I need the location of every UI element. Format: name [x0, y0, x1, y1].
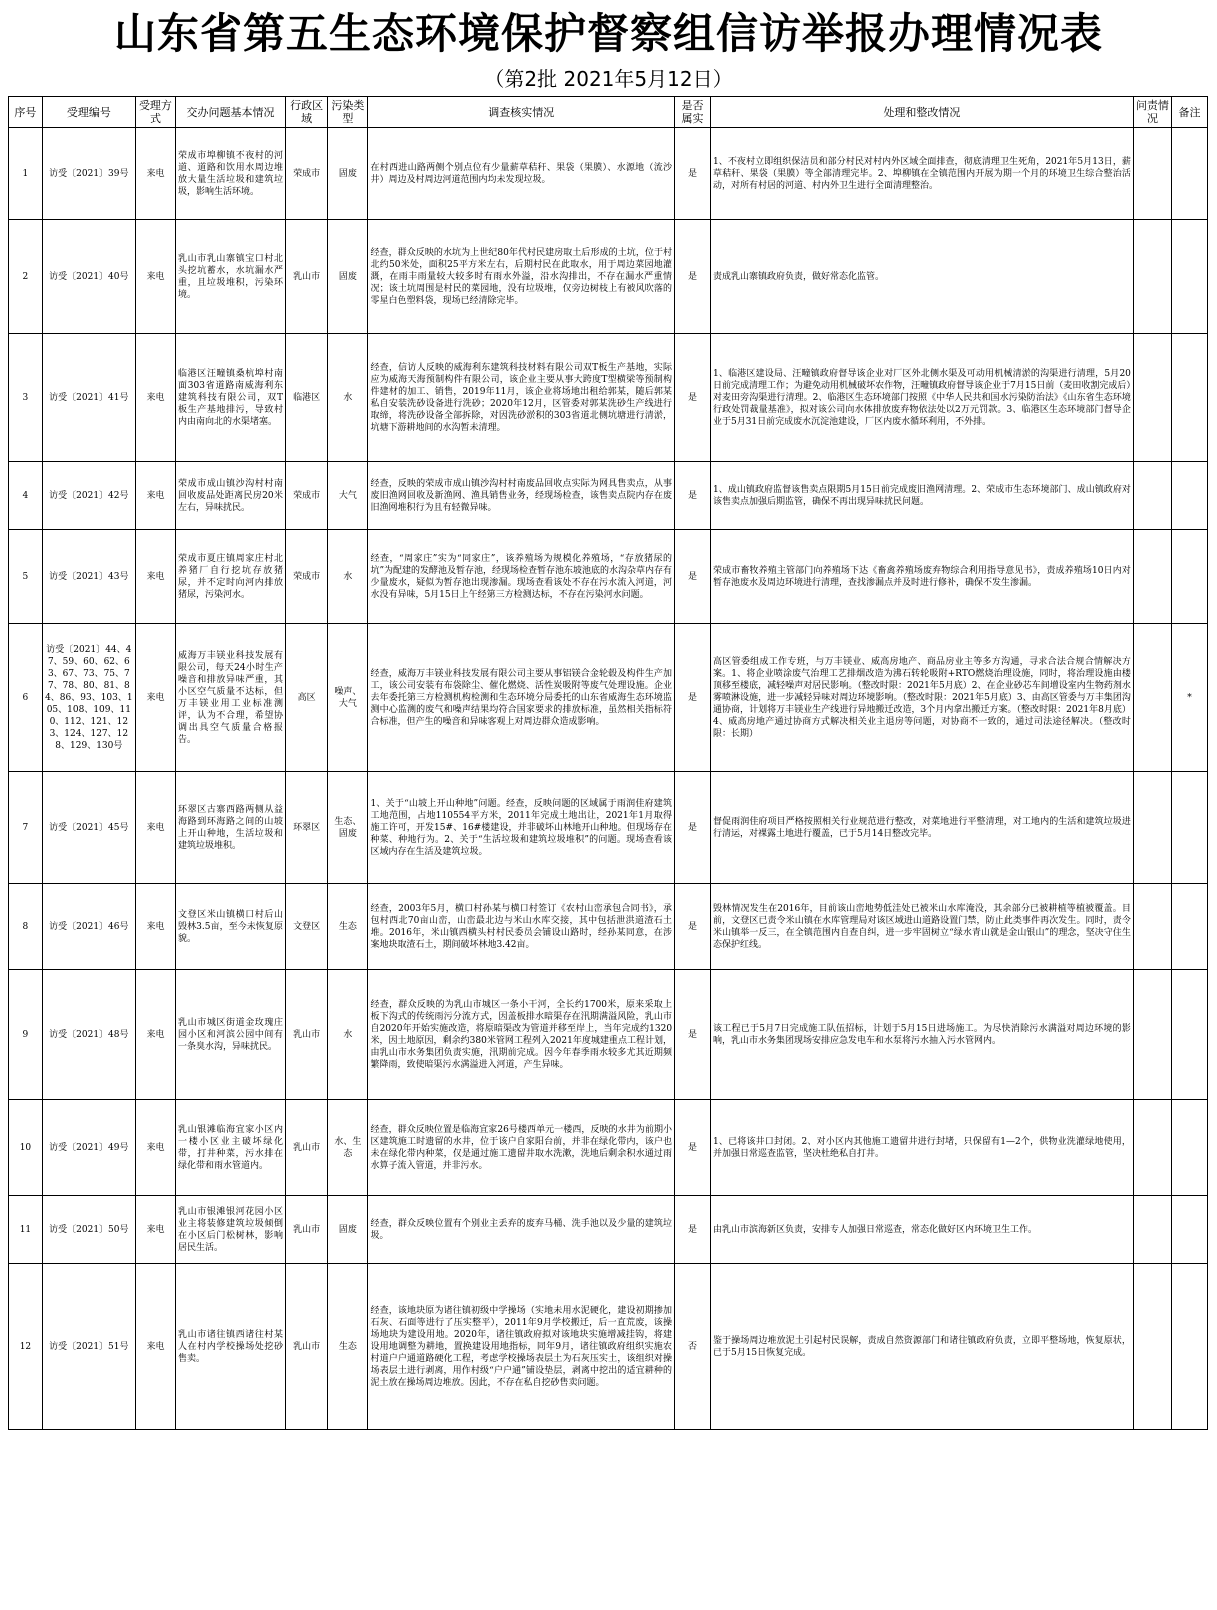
header-cell: 受理编号	[42, 97, 135, 128]
region-cell: 乳山市	[285, 1100, 327, 1196]
handling-result-cell: 由乳山市滨海新区负责，安排专人加强日常巡查，常态化做好区内环境卫生工作。	[710, 1196, 1133, 1264]
investigation-result-cell: 经查，群众反映位置是临海宜家26号楼西单元一楼西，反映的水井为前期小区建筑施工时遗留的水井，位于该户自家阳台前，并非在绿化带内，该户也未在绿化带内种菜，仅是通过施工遗留井取水洗漱，洗地后剩余积水通过雨水算子流入管道，并非污水。	[368, 1100, 675, 1196]
accountability-cell	[1133, 624, 1171, 772]
investigation-result-cell: 经查，反映的荣成市成山镇沙沟村村南废品回收点实际为网具售卖点，从事废旧渔网回收及新渔网、渔具销售业务，经现场检查，该售卖点院内存在废旧渔网堆积行为且有轻微异味。	[368, 462, 675, 530]
verified-flag-cell: 是	[675, 772, 711, 884]
intake-method-cell: 来电	[135, 1264, 175, 1430]
investigation-result-cell: 经查，威海万丰镁业科技发展有限公司主要从事铝镁合金轮毂及构件生产加工，该公司安装有布袋除尘、催化燃烧、活性炭吸附等废气处理设施。企业去年委托第三方检测机构检测和生态环境分局委托的山东省威海生态环境监测中心监测的废气和噪声结果均符合国家要求的排放标准，虽然相关指标符合标准，但产生的噪音和异味客观上对周边群众造成影响。	[368, 624, 675, 772]
pollution-type-cell: 噪声、大气	[328, 624, 368, 772]
remark-cell	[1171, 1100, 1207, 1196]
accountability-cell	[1133, 462, 1171, 530]
accountability-cell	[1133, 128, 1171, 220]
issue-summary-cell: 威海万丰镁业科技发展有限公司，每天24小时生产噪音和排放异味严重，其小区空气质量不达标，但万丰镁业用工业标准测评，认为不合理，希望协调出具空气质量合格报告。	[176, 624, 286, 772]
case-code-cell: 访受〔2021〕42号	[42, 462, 135, 530]
handling-result-cell: 鉴于操场周边堆放泥土引起村民误解，责成自然资源部门和诸往镇政府负责，立即平整场地，恢复原状，已于5月15日恢复完成。	[710, 1264, 1133, 1430]
handling-result-cell: 1、已将该井口封闭。2、对小区内其他施工遗留井进行封堵，只保留有1—2个，供物业洗灌绿地使用，并加强日常巡查监管，坚决杜绝私自打井。	[710, 1100, 1133, 1196]
pollution-type-cell: 固废	[328, 220, 368, 334]
verified-flag-cell: 是	[675, 462, 711, 530]
row-number-cell: 4	[9, 462, 43, 530]
case-code-cell: 访受〔2021〕46号	[42, 884, 135, 970]
table-row	[9, 624, 1208, 772]
intake-method-cell: 来电	[135, 128, 175, 220]
row-number-cell: 10	[9, 1100, 43, 1196]
issue-summary-cell: 荣成市成山镇沙沟村村南回收废品处距离民房20米左右，异味扰民。	[176, 462, 286, 530]
pollution-type-cell: 固废	[328, 1196, 368, 1264]
investigation-result-cell: 经查，该地块原为诸往镇初级中学操场（实地未用水泥硬化，建设初期掺加石灰、石面等进行了压实整平），2011年9月学校搬迁，后一直荒废，该操场地块为建设用地。2020年，诸往镇政府拟对该地块实施增减挂钩，将建设用地调整为耕地，置换建设用地指标，同年9月，诸往镇政府组织实施农村道户户通道路硬化工程，考虑学校操场表层土为石灰压实土，该组织对操场表层土进行剥离，用作村级“户户通”铺设垫层，剥离中挖出的适宜耕种的泥土放在操场周边堆放。因此，不存在私自挖砂售卖问题。	[368, 1264, 675, 1430]
verified-flag-cell: 是	[675, 128, 711, 220]
intake-method-cell: 来电	[135, 462, 175, 530]
accountability-cell	[1133, 334, 1171, 462]
row-number-cell: 6	[9, 624, 43, 772]
case-code-cell: 访受〔2021〕44、47、59、60、62、63、67、73、75、77、78、80、81、84、86、93、103、105、108、109、110、112、121、123、124、127、128、129、130号	[42, 624, 135, 772]
row-number-cell: 8	[9, 884, 43, 970]
region-cell: 乳山市	[285, 1196, 327, 1264]
region-cell: 荣成市	[285, 128, 327, 220]
issue-summary-cell: 临港区汪疃镇桑杭埠村南面303省道路南威海利东建筑科技有限公司，双T板生产基地排污，导致村内由南向北的水渠堵塞。	[176, 334, 286, 462]
issue-summary-cell: 乳山市乳山寨镇宝口村北头挖坑蓄水，水坑漏水严重，且垃圾堆积，污染环境。	[176, 220, 286, 334]
intake-method-cell: 来电	[135, 970, 175, 1100]
pollution-type-cell: 生态、固废	[328, 772, 368, 884]
issue-summary-cell: 文登区米山镇横口村后山毁林3.5亩，至今未恢复原貌。	[176, 884, 286, 970]
remark-cell	[1171, 970, 1207, 1100]
header-cell: 受理方式	[135, 97, 175, 128]
table-row	[9, 1196, 1208, 1264]
accountability-cell	[1133, 1100, 1171, 1196]
handling-result-cell: 责成乳山寨镇政府负责，做好常态化监管。	[710, 220, 1133, 334]
row-number-cell: 7	[9, 772, 43, 884]
verified-flag-cell: 是	[675, 220, 711, 334]
region-cell: 荣成市	[285, 530, 327, 624]
case-code-cell: 访受〔2021〕40号	[42, 220, 135, 334]
header-cell: 问责情况	[1133, 97, 1171, 128]
row-number-cell: 9	[9, 970, 43, 1100]
remark-cell	[1171, 1264, 1207, 1430]
header-cell: 序号	[9, 97, 43, 128]
intake-method-cell: 来电	[135, 624, 175, 772]
header-row	[9, 97, 1208, 128]
table-row	[9, 884, 1208, 970]
row-number-cell: 12	[9, 1264, 43, 1430]
investigation-result-cell: 在村西进山路两侧个别点位有少量薪草秸秆、果袋（果膜）、水源地（流沙井）周边及村周边河道范围内均未发现垃圾。	[368, 128, 675, 220]
investigation-result-cell: 经查，群众反映的水坑为上世纪80年代村民建房取土后形成的土坑，位于村北约50米处，面积25平方米左右，后期村民在此取水，用于周边菜园地灌溉，在雨丰雨量较大较多时有雨水外溢，沿水沟排出，不存在漏水严重情况；该土坑周围是村民的菜园地，没有垃圾堆，仅旁边树枝上有被风吹落的零星白色塑料袋，现场已经清除完毕。	[368, 220, 675, 334]
investigation-result-cell: 经查，“周家庄”实为“同家庄”，该养殖场为规模化养殖场，“存放猪尿的坑”为配建的发酵池及暂存池，经现场检查暂存池东坡池底的水沟杂草内存有少量废水，疑似为暂存池出现渗漏。现场查看该处不存在污水流入河道，河水没有异味，5月15日上午经第三方检测达标，不存在污染河水问题。	[368, 530, 675, 624]
investigation-result-cell: 1、关于“山坡上开山种地”问题。经查，反映问题的区域属于雨润佳府建筑工地范围，占地110554平方米，2011年完成土地出让，2021年1月取得施工许可，开发15#、16#楼建设，并非破坏山林地开山种地。但现场存在种菜、种地行为。2、关于“生活垃圾和建筑垃圾堆积”的问题。现场查看该区域内存在生活及建筑垃圾。	[368, 772, 675, 884]
pollution-type-cell: 水	[328, 334, 368, 462]
report-table	[8, 96, 1208, 1430]
investigation-result-cell: 经查，群众反映位置有个别业主丢弃的废弃马桶、洗手池以及少量的建筑垃圾。	[368, 1196, 675, 1264]
region-cell: 乳山市	[285, 970, 327, 1100]
remark-cell	[1171, 530, 1207, 624]
table-row	[9, 462, 1208, 530]
header-cell: 处理和整改情况	[710, 97, 1133, 128]
issue-summary-cell: 乳山市城区街道金玫瑰庄园小区和河滨公园中间有一条臭水沟，异味扰民。	[176, 970, 286, 1100]
remark-cell	[1171, 1196, 1207, 1264]
table-row	[9, 220, 1208, 334]
table-row	[9, 1264, 1208, 1430]
case-code-cell: 访受〔2021〕51号	[42, 1264, 135, 1430]
issue-summary-cell: 乳山市银滩银河花园小区业主将装修建筑垃圾倾倒在小区后门松树林，影响居民生活。	[176, 1196, 286, 1264]
issue-summary-cell: 荣成市埠柳镇不夜村的河道、道路和饮用水周边堆放大量生活垃圾和建筑垃圾，影响生活环境。	[176, 128, 286, 220]
region-cell: 荣成市	[285, 462, 327, 530]
investigation-result-cell: 经查，群众反映的为乳山市城区一条小干河，全长约1700米，原来采取上板下沟式的传统雨污分流方式，因盖板排水暗渠存在汛期满溢风险，乳山市自2020年开始实施改造，将原暗渠改为管道并移至岸上，当年完成约1320米，因土地原因，剩余约380米管网工程列入2021年度城建重点工程计划，由乳山市水务集团负责实施，汛期前完成。因今年春季雨水较多尤其近期频繁降雨，致使暗渠污水满溢进入河道，产生异味。	[368, 970, 675, 1100]
header-cell: 调查核实情况	[368, 97, 675, 128]
case-code-cell: 访受〔2021〕50号	[42, 1196, 135, 1264]
issue-summary-cell: 乳山市诸往镇西诸往村某人在村内学校操场处挖砂售卖。	[176, 1264, 286, 1430]
issue-summary-cell: 乳山银滩临海宜家小区内一楼小区业主破坏绿化带，打井种菜，污水排在绿化带和雨水管道内。	[176, 1100, 286, 1196]
region-cell: 文登区	[285, 884, 327, 970]
table-row	[9, 128, 1208, 220]
accountability-cell	[1133, 884, 1171, 970]
remark-cell	[1171, 884, 1207, 970]
region-cell: 临港区	[285, 334, 327, 462]
case-code-cell: 访受〔2021〕43号	[42, 530, 135, 624]
page-subtitle: （第2批 2021年5月12日）	[484, 67, 733, 91]
handling-result-cell: 高区管委组成工作专班，与万丰镁业、威高房地产、商品房业主等多方沟通，寻求合法合规合情解决方案。1、将企业喷涂废气治理工艺排烟改造为沸石转轮吸附+RTO燃烧治理设施，同时，将治理设施由楼顶移至楼底，减轻噪声对居民影响。（整改时限：2021年5月底）2、在企业砂芯车间增设室内生物药剂水雾喷淋设施，进一步减轻异味对周边环境影响。（整改时限：2021年5月底）3、由高区管委与万丰集团沟通协商，计划将万丰镁业生产线进行异地搬迁改造，3个月内拿出搬迁方案。（整改时限：2021年8月底）4、威高房地产通过协商方式解决相关业主退房等问题，对协商不一致的，通过司法途径解决。（整改时限：长期）	[710, 624, 1133, 772]
pollution-type-cell: 水	[328, 970, 368, 1100]
region-cell: 乳山市	[285, 1264, 327, 1430]
verified-flag-cell: 是	[675, 970, 711, 1100]
header-cell: 交办问题基本情况	[176, 97, 286, 128]
table-row	[9, 1100, 1208, 1196]
table-row	[9, 772, 1208, 884]
remark-cell	[1171, 220, 1207, 334]
intake-method-cell: 来电	[135, 1100, 175, 1196]
table-row	[9, 970, 1208, 1100]
intake-method-cell: 来电	[135, 334, 175, 462]
page-title: 山东省第五生态环境保护督察组信访举报办理情况表	[113, 9, 1103, 58]
verified-flag-cell: 是	[675, 1100, 711, 1196]
intake-method-cell: 来电	[135, 220, 175, 334]
verified-flag-cell: 是	[675, 530, 711, 624]
handling-result-cell: 该工程已于5月7日完成施工队伍招标，计划于5月15日进场施工。为尽快消除污水满溢对周边环境的影响，乳山市水务集团现场安排应急发电车和水泵将污水抽入污水管网内。	[710, 970, 1133, 1100]
verified-flag-cell: 是	[675, 884, 711, 970]
investigation-result-cell: 经查，2003年5月，横口村孙某与横口村签订《农村山峦承包合同书》，承包村西北70亩山峦，山峦最北边与米山水库交接，其中包括泄洪道渣石土堆。2016年，米山镇西横头村村民委员会铺设山路时，经孙某同意，在涉案地块取渣石土，期间破坏林地3.42亩。	[368, 884, 675, 970]
handling-result-cell: 1、成山镇政府监督该售卖点限期5月15日前完成废旧渔网清理。2、荣成市生态环境部门、成山镇政府对该售卖点加强后期监管，确保不再出现异味扰民问题。	[710, 462, 1133, 530]
handling-result-cell: 1、临港区建设局、汪疃镇政府督导该企业对厂区外北侧水渠及可动用机械清淤的沟渠进行清理，5月20日前完成清理工作；为避免动用机械破坏农作物，汪疃镇政府督导该企业于7月15日前（麦田收割完成后）对麦田旁沟渠进行清理。2、临港区生态环境部门按照《中华人民共和国水污染防治法》《山东省生态环境行政处罚裁量基准》，拟对该公司向水体排放废弃物依法处以2万元罚款。3、临港区生态环境部门督导企业于5月31日前完成废水沉淀池建设，厂区内废水循环利用，不外排。	[710, 334, 1133, 462]
header-cell: 行政区域	[285, 97, 327, 128]
header-cell: 污染类型	[328, 97, 368, 128]
accountability-cell	[1133, 530, 1171, 624]
row-number-cell: 2	[9, 220, 43, 334]
pollution-type-cell: 生态	[328, 884, 368, 970]
handling-result-cell: 荣成市畜牧养殖主管部门向养殖场下达《畜禽养殖场废弃物综合利用指导意见书》，责成养殖场10日内对暂存池废水及周边环境进行清理，查找渗漏点并及时进行修补，确保不发生渗漏。	[710, 530, 1133, 624]
row-number-cell: 1	[9, 128, 43, 220]
region-cell: 乳山市	[285, 220, 327, 334]
issue-summary-cell: 荣成市夏庄镇周家庄村北养猪厂自行挖坑存放猪尿，并不定时向河内排放猪尿，污染河水。	[176, 530, 286, 624]
remark-cell: *	[1171, 624, 1207, 772]
table-row	[9, 530, 1208, 624]
pollution-type-cell: 水、生态	[328, 1100, 368, 1196]
remark-cell	[1171, 334, 1207, 462]
case-code-cell: 访受〔2021〕41号	[42, 334, 135, 462]
intake-method-cell: 来电	[135, 884, 175, 970]
case-code-cell: 访受〔2021〕48号	[42, 970, 135, 1100]
case-code-cell: 访受〔2021〕45号	[42, 772, 135, 884]
remark-cell	[1171, 772, 1207, 884]
verified-flag-cell: 是	[675, 334, 711, 462]
remark-cell	[1171, 128, 1207, 220]
remark-cell	[1171, 462, 1207, 530]
accountability-cell	[1133, 970, 1171, 1100]
accountability-cell	[1133, 1196, 1171, 1264]
case-code-cell: 访受〔2021〕39号	[42, 128, 135, 220]
region-cell: 高区	[285, 624, 327, 772]
accountability-cell	[1133, 772, 1171, 884]
investigation-result-cell: 经查，信访人反映的威海利东建筑科技材料有限公司双T板生产基地，实际应为威海天海预制构件有限公司，该企业主要从事大跨度T型横梁等预制构件建材的加工、销售，2019年11月，该企业将场地出租给郭某，随后郭某私自安装洗砂设备进行洗砂；2020年12月，区管委对郭某洗砂生产线进行取缔，将洗砂设备全部拆除，对因洗砂淤积的303省道北侧坑塘进行清淤，坑塘下游耕地间的水沟暂未清理。	[368, 334, 675, 462]
verified-flag-cell: 否	[675, 1264, 711, 1430]
row-number-cell: 5	[9, 530, 43, 624]
intake-method-cell: 来电	[135, 772, 175, 884]
intake-method-cell: 来电	[135, 1196, 175, 1264]
handling-result-cell: 毁林情况发生在2016年，目前该山峦地势低洼处已被米山水库淹没，其余部分已被耕植等植被覆盖。目前，文登区已责令米山镇在水库管理局对该区域进山道路设置门禁，防止此类事件再次发生。同时，责令米山镇举一反三，在全镇范围内自查自纠，进一步牢固树立“绿水青山就是金山银山”的理念，坚决守住生态保护红线。	[710, 884, 1133, 970]
table-row	[9, 334, 1208, 462]
handling-result-cell: 督促雨润佳府项目严格按照相关行业规范进行整改，对菜地进行平整清理，对工地内的生活和建筑垃圾进行清运，对裸露土地进行覆盖，已于5月14日整改完毕。	[710, 772, 1133, 884]
header-cell: 是否属实	[675, 97, 711, 128]
pollution-type-cell: 生态	[328, 1264, 368, 1430]
accountability-cell	[1133, 1264, 1171, 1430]
pollution-type-cell: 大气	[328, 462, 368, 530]
intake-method-cell: 来电	[135, 530, 175, 624]
row-number-cell: 3	[9, 334, 43, 462]
case-code-cell: 访受〔2021〕49号	[42, 1100, 135, 1196]
verified-flag-cell: 是	[675, 624, 711, 772]
pollution-type-cell: 水	[328, 530, 368, 624]
region-cell: 环翠区	[285, 772, 327, 884]
header-cell: 备注	[1171, 97, 1207, 128]
accountability-cell	[1133, 220, 1171, 334]
pollution-type-cell: 固废	[328, 128, 368, 220]
verified-flag-cell: 是	[675, 1196, 711, 1264]
handling-result-cell: 1、不夜村立即组织保洁员和部分村民对村内外区域全面排查，彻底清理卫生死角，2021年5月13日，薪草秸秆、果袋（果膜）等全部清理完毕。2、埠柳镇在全镇范围内开展为期一个月的环境卫生综合整治活动，对所有村居的河道、村内外卫生进行全面清理整治。	[710, 128, 1133, 220]
row-number-cell: 11	[9, 1196, 43, 1264]
issue-summary-cell: 环翠区古寨西路两侧从益海路到环海路之间的山坡上开山种地，生活垃圾和建筑垃圾堆积。	[176, 772, 286, 884]
